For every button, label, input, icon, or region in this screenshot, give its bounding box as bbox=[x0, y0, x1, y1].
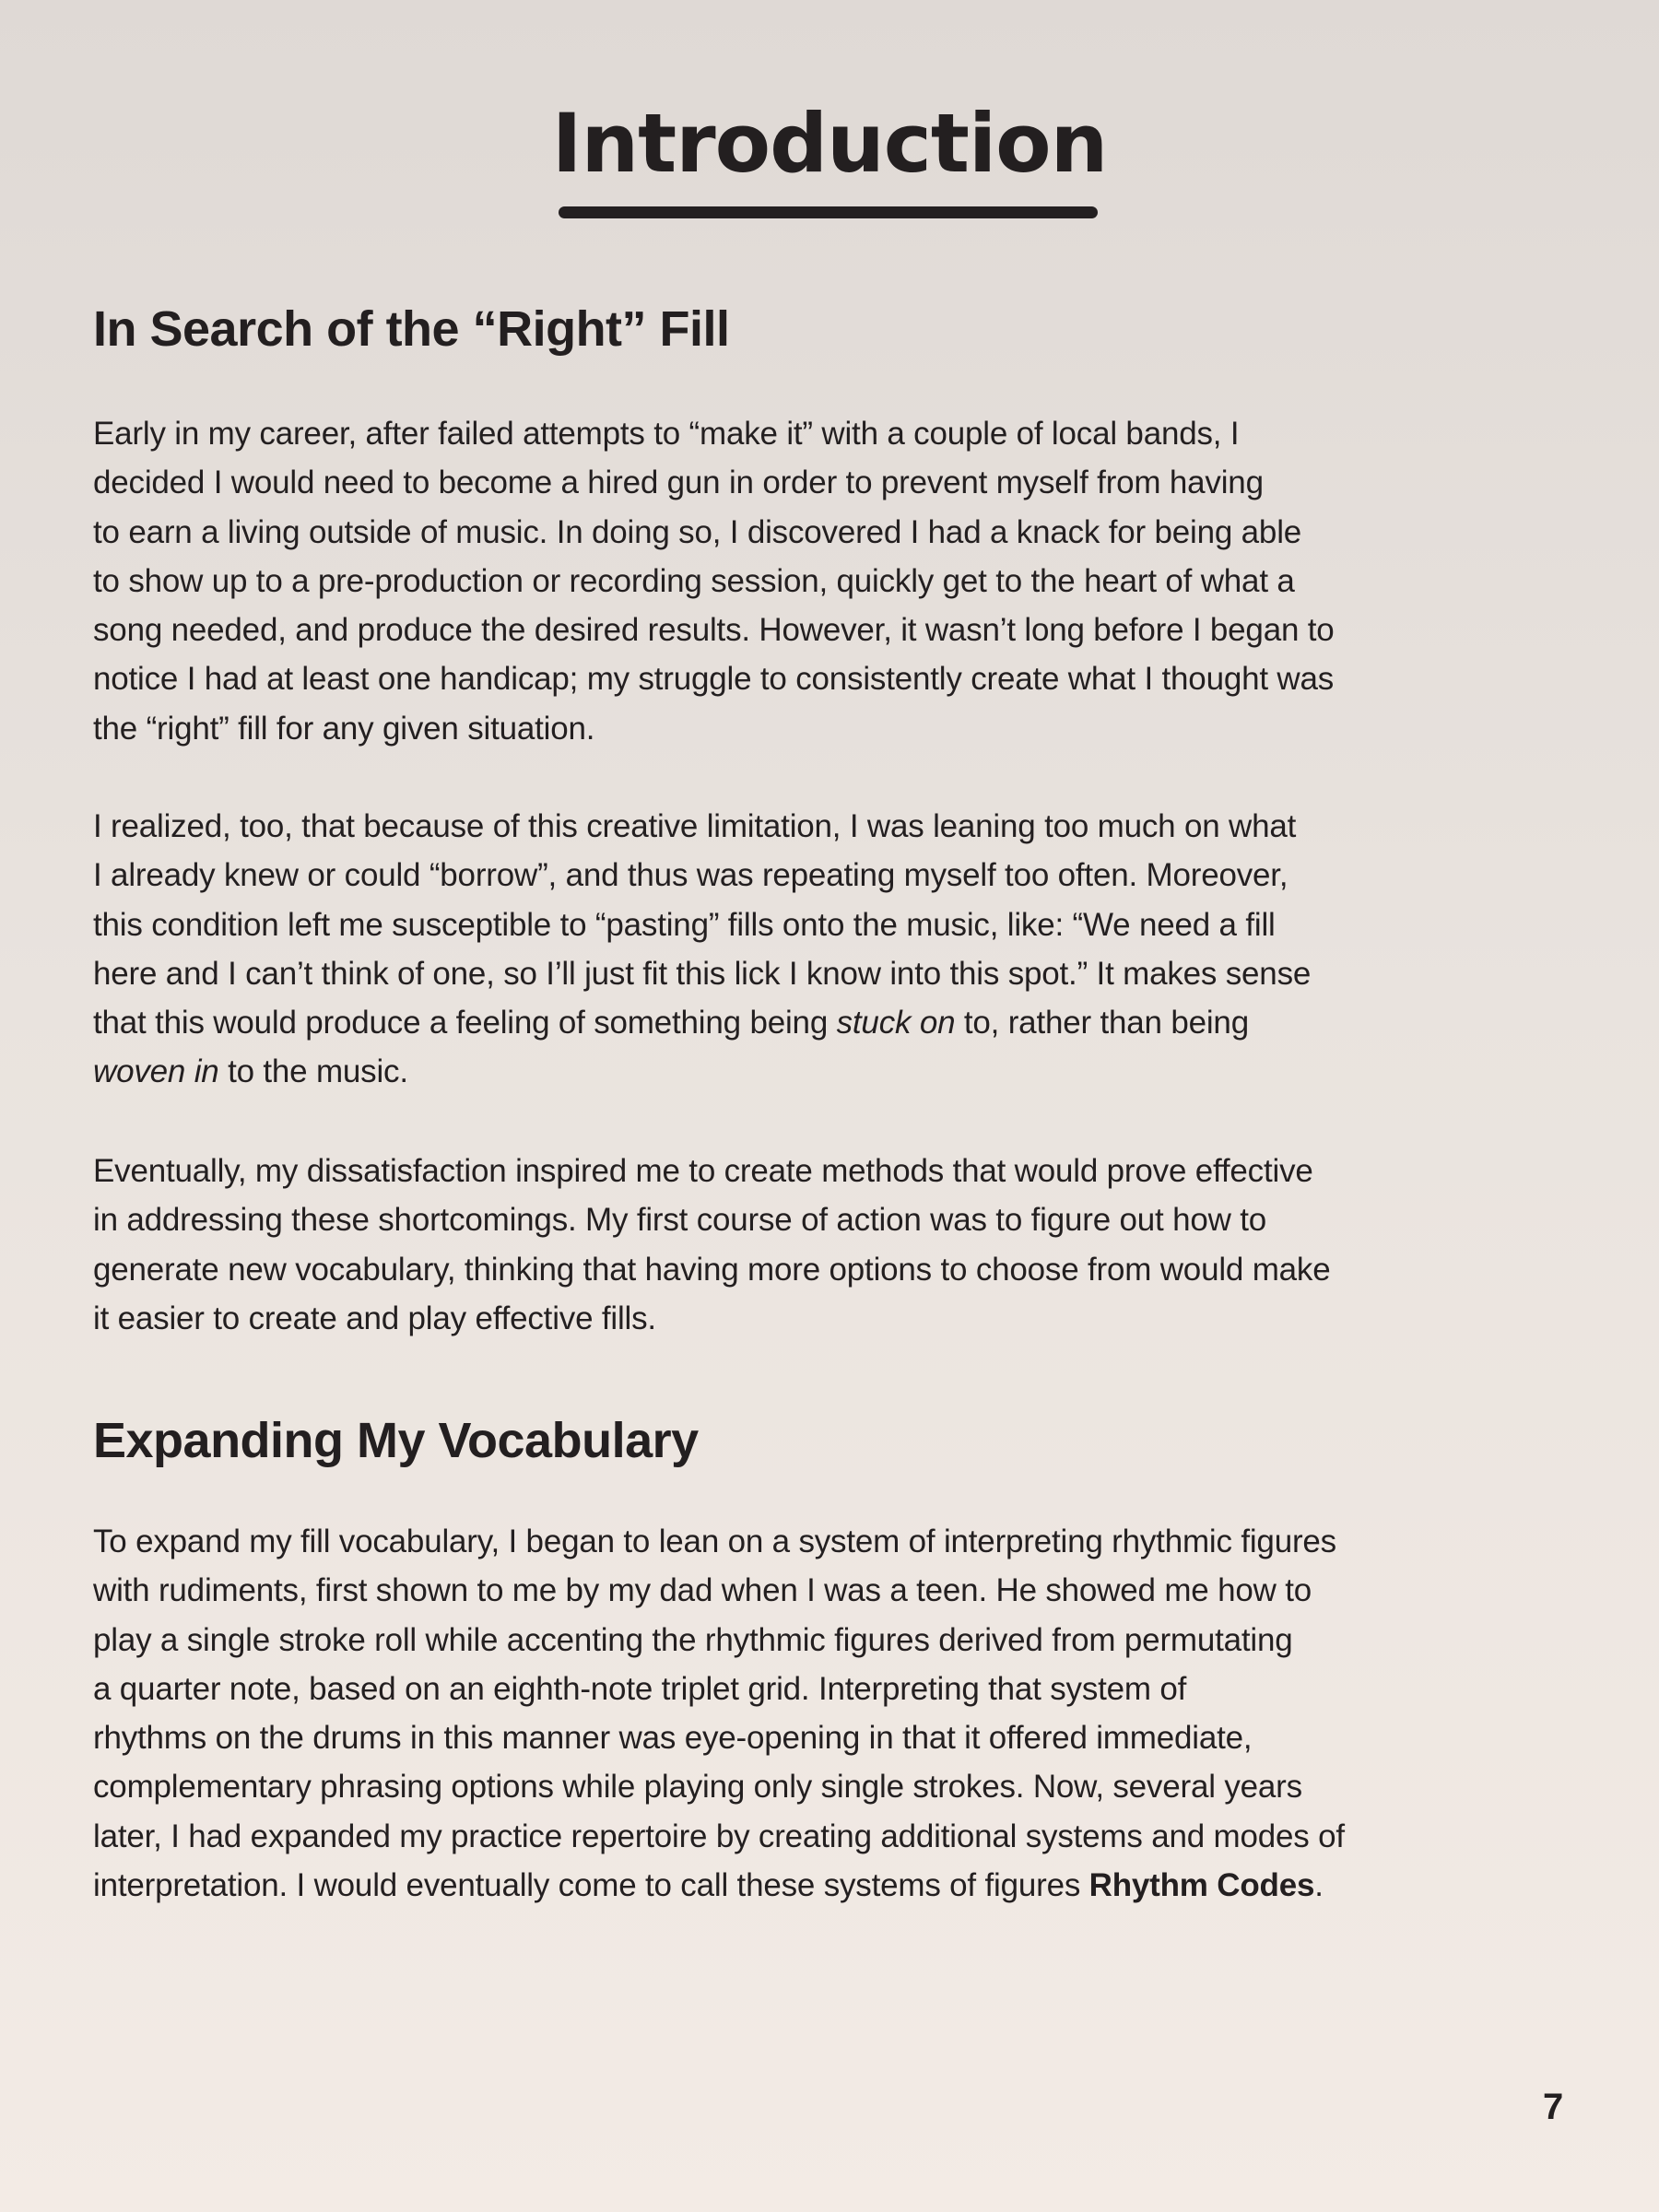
text-line bbox=[93, 557, 1335, 606]
paragraph bbox=[93, 1147, 1331, 1343]
italic-text: stuck on bbox=[836, 1005, 956, 1041]
paragraph bbox=[93, 802, 1311, 1097]
text-line bbox=[93, 949, 1311, 998]
text-line bbox=[93, 998, 1311, 1047]
text-line bbox=[93, 508, 1335, 557]
page-number: 7 bbox=[1543, 2087, 1564, 2127]
text-run: with rudiments, first shown to me by my dad when I was a teen. He showed me how to bbox=[93, 1572, 1312, 1609]
text-run: rhythms on the drums in this manner was eye-opening in that it offered immediate, bbox=[93, 1720, 1253, 1757]
text-line bbox=[93, 1762, 1345, 1811]
text-run: to earn a living outside of music. In doing so, I discovered I had a knack for being able bbox=[93, 513, 1302, 550]
text-run: to, rather than being bbox=[955, 1005, 1249, 1041]
text-line bbox=[93, 1812, 1345, 1861]
text-run: generate new vocabulary, thinking that having more options to choose from would make bbox=[93, 1251, 1331, 1288]
paragraph bbox=[93, 409, 1335, 753]
bold-text: Rhythm Codes bbox=[1088, 1867, 1315, 1904]
text-run: complementary phrasing options while playing only single strokes. Now, several years bbox=[93, 1769, 1302, 1806]
page-title: Introduction bbox=[551, 96, 1108, 191]
text-run: it easier to create and play effective fills. bbox=[93, 1300, 656, 1336]
text-run: that this would produce a feeling of something being bbox=[93, 1005, 837, 1041]
italic-text: woven in bbox=[93, 1053, 219, 1090]
text-run: song needed, and produce the desired results. However, it wasn’t long before I began to bbox=[93, 612, 1335, 649]
text-run: play a single stroke roll while accenting the rhythmic figures derived from permutating bbox=[93, 1621, 1293, 1658]
text-run: this condition left me susceptible to “pasting” fills onto the music, like: “We need a fill bbox=[93, 906, 1276, 943]
section-heading-search: In Search of the “Right” Fill bbox=[93, 301, 730, 357]
text-line bbox=[93, 1861, 1345, 1910]
text-run: to show up to a pre-production or recording session, quickly get to the heart of what a bbox=[93, 562, 1295, 599]
text-run: here and I can’t think of one, so I’ll just fit this lick I know into this spot.” It makes sense bbox=[93, 955, 1312, 992]
paragraph bbox=[93, 1517, 1345, 1910]
text-run: Early in my career, after failed attempts to “make it” with a couple of local bands, I bbox=[93, 416, 1240, 452]
text-run: to the music. bbox=[218, 1053, 408, 1090]
text-line bbox=[93, 654, 1335, 703]
text-run: in addressing these shortcomings. My first course of action was to figure out how to bbox=[93, 1202, 1266, 1239]
text-run: the “right” fill for any given situation. bbox=[93, 710, 595, 747]
text-line bbox=[93, 1245, 1331, 1294]
text-line bbox=[93, 1713, 1345, 1762]
text-line bbox=[93, 606, 1335, 654]
text-run: a quarter note, based on an eighth-note triplet grid. Interpreting that system of bbox=[93, 1670, 1187, 1707]
text-run: I realized, too, that because of this creative limitation, I was leaning too much on what bbox=[93, 808, 1297, 844]
title-underline bbox=[559, 206, 1098, 218]
text-line bbox=[93, 1566, 1345, 1615]
text-line bbox=[93, 1665, 1345, 1713]
text-line bbox=[93, 1294, 1331, 1343]
text-run: . bbox=[1314, 1867, 1324, 1904]
text-line bbox=[93, 458, 1335, 507]
text-line bbox=[93, 409, 1335, 458]
text-run: later, I had expanded my practice repertoire by creating additional systems and modes of bbox=[93, 1818, 1345, 1854]
text-line bbox=[93, 704, 1335, 753]
section-heading-vocabulary: Expanding My Vocabulary bbox=[93, 1413, 699, 1468]
text-line bbox=[93, 851, 1311, 900]
text-line bbox=[93, 1195, 1331, 1244]
text-run: decided I would need to become a hired gun in order to prevent myself from having bbox=[93, 465, 1264, 501]
text-line bbox=[93, 802, 1311, 851]
text-run: notice I had at least one handicap; my struggle to consistently create what I thought was bbox=[93, 661, 1335, 698]
text-line bbox=[93, 1517, 1345, 1566]
text-run: interpretation. I would eventually come to call these systems of figures bbox=[93, 1867, 1089, 1904]
text-run: I already knew or could “borrow”, and thus was repeating myself too often. Moreover, bbox=[93, 857, 1288, 894]
text-run: Eventually, my dissatisfaction inspired me to create methods that would prove effective bbox=[93, 1153, 1313, 1189]
text-line bbox=[93, 1047, 1311, 1096]
text-line bbox=[93, 1147, 1331, 1195]
text-run: To expand my fill vocabulary, I began to lean on a system of interpreting rhythmic figures bbox=[93, 1524, 1336, 1559]
text-line bbox=[93, 900, 1311, 949]
text-line bbox=[93, 1616, 1345, 1665]
